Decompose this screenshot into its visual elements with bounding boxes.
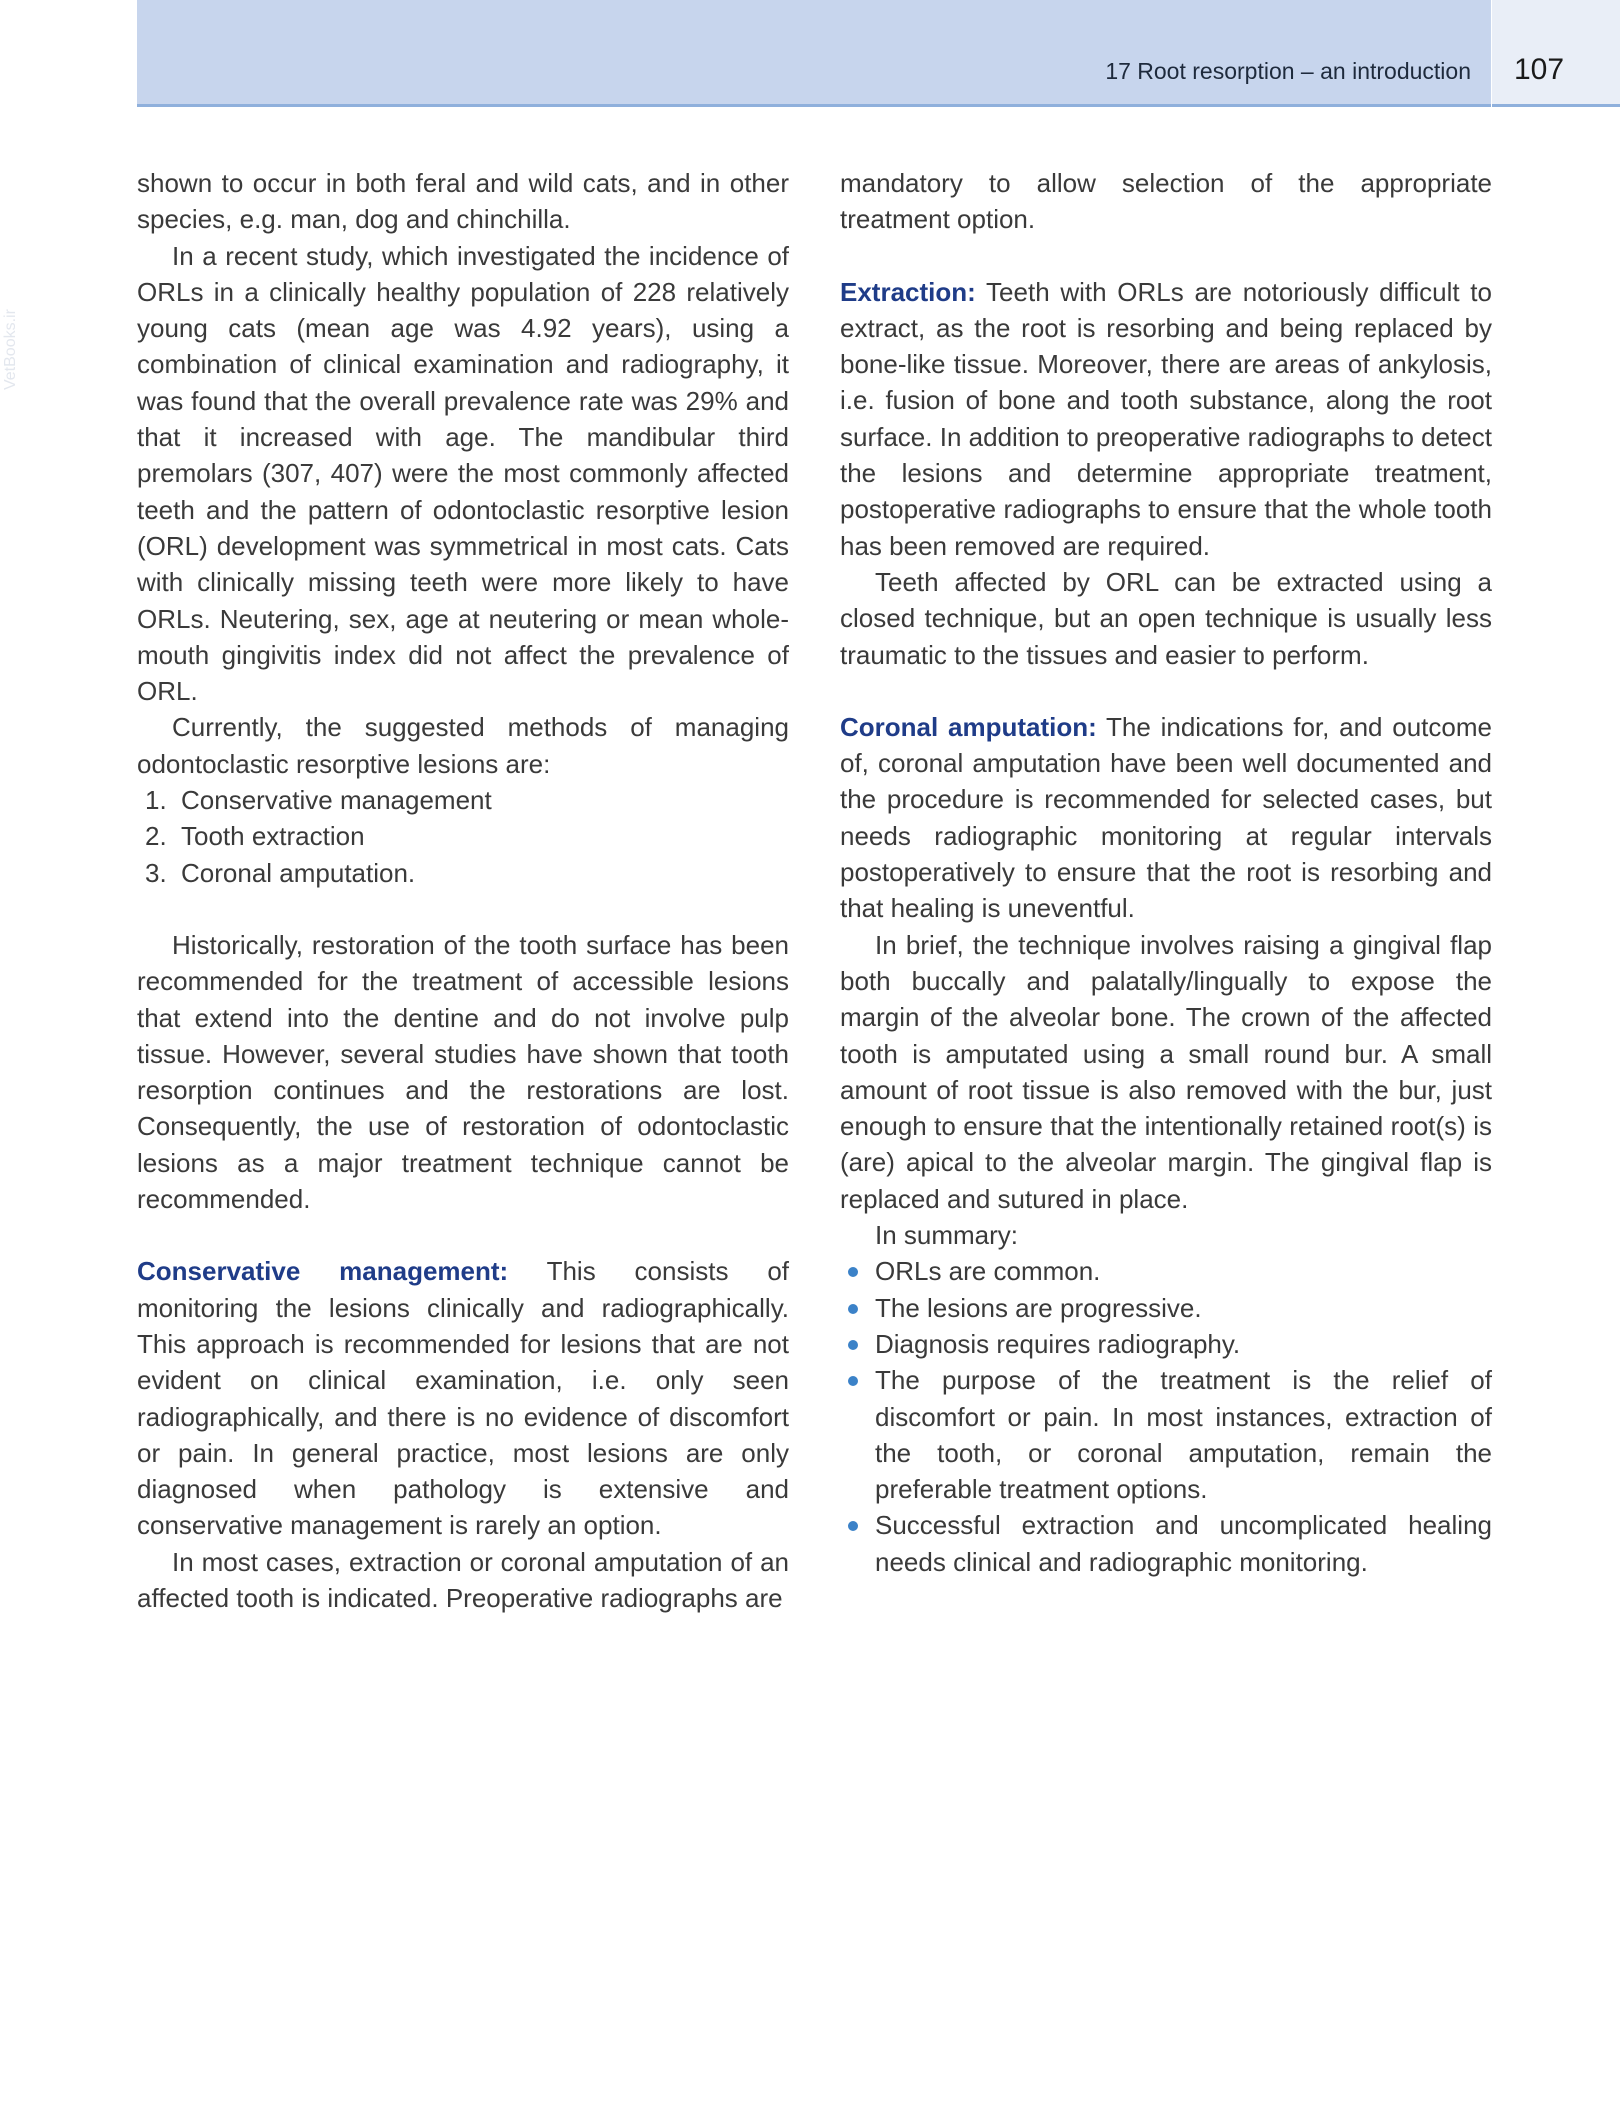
chapter-title: 17 Root resorption – an introduction bbox=[1105, 58, 1471, 84]
bullet-icon bbox=[848, 1376, 858, 1386]
right-column bbox=[840, 165, 1492, 1580]
section-text: Teeth with ORLs are notoriously difficult to extract, as the root is resorbing and being replaced by bone-like tissue. Moreover, there are areas of ankylosis, i.e. fusion of bone and tooth substance, along the root surface. In addition to preoperative radiographs to detect the lesions and determine appropriate treatment, postoperative radiographs to ensure that the whole tooth has been removed are required. bbox=[840, 276, 1492, 561]
list-item-text: The lesions are progressive. bbox=[875, 1292, 1202, 1323]
list-item-text: Diagnosis requires radiography. bbox=[875, 1328, 1241, 1359]
watermark: VetBooks.ir bbox=[2, 309, 19, 390]
list-item-text: Successful extraction and uncomplicated healing needs clinical and radiographic monitoring. bbox=[875, 1510, 1492, 1577]
bullet-icon bbox=[848, 1521, 858, 1531]
spacer bbox=[137, 1217, 789, 1253]
list-item bbox=[840, 1253, 1492, 1289]
page-number: 107 bbox=[1514, 53, 1565, 86]
paragraph: Historically, restoration of the tooth surface has been recommended for the treatment of accessible lesions that extend into the dentine and do not involve pulp tissue. However, several studies have shown that tooth resorption continues and the restorations are lost. Consequently, the use of restoration of odontoclastic lesions as a major treatment technique cannot be recommended. bbox=[137, 929, 789, 1215]
spacer bbox=[840, 238, 1492, 274]
paragraph bbox=[137, 1253, 789, 1543]
paragraph: mandatory to allow selection of the appropriate treatment option. bbox=[840, 168, 1492, 235]
page-number-box bbox=[1492, 0, 1620, 107]
methods-list bbox=[137, 782, 789, 891]
paragraph bbox=[840, 274, 1492, 564]
running-header bbox=[137, 0, 1491, 107]
paragraph: Teeth affected by ORL can be extracted using a closed technique, but an open technique is usually less traumatic to the tissues and easier to perform. bbox=[840, 566, 1492, 670]
paragraph: shown to occur in both feral and wild cats, and in other species, e.g. man, dog and chinchilla. bbox=[137, 168, 789, 235]
list-item bbox=[137, 855, 789, 891]
list-item bbox=[840, 1362, 1492, 1507]
paragraph: In a recent study, which investigated the incidence of ORLs in a clinically healthy population of 228 relatively young cats (mean age was 4.92 years), using a combination of clinical examination and radiography, it was found that the overall prevalence rate was 29% and that it increased with age. The mandibular third premolars (307, 407) were the most commonly affected teeth and the pattern of odontoclastic resorptive lesion (ORL) development was symmetrical in most cats. Cats with clinically missing teeth were more likely to have ORLs. Neutering, sex, age at neutering or mean whole-mouth gingivitis index did not affect the prevalence of ORL. bbox=[137, 240, 789, 707]
paragraph: In most cases, extraction or coronal amputation of an affected tooth is indicated. Preoperative radiographs are bbox=[137, 1546, 789, 1613]
list-number: 3. bbox=[145, 857, 167, 888]
section-text: This consists of monitoring the lesions clinically and radiographically. This approach is recommended for lesions that are not evident on clinical examination, i.e. only seen radiographically, and there is no evidence of discomfort or pain. In general practice, most lesions are only diagnosed when pathology is extensive and conservative management is rarely an option. bbox=[137, 1256, 789, 1541]
list-item-text: Coronal amputation. bbox=[181, 857, 416, 888]
bullet-icon bbox=[848, 1267, 858, 1277]
list-item bbox=[840, 1507, 1492, 1580]
spacer bbox=[840, 673, 1492, 709]
paragraph: In brief, the technique involves raising a gingival flap both buccally and palatally/lingually to expose the margin of the alveolar bone. The crown of the affected tooth is amputated using a small round bur. A small amount of root tissue is also removed with the bur, just enough to ensure that the intentionally retained root(s) is (are) apical to the alveolar margin. The gingival flap is replaced and sutured in place. bbox=[840, 929, 1492, 1214]
section-heading: Coronal amputation: bbox=[840, 711, 1097, 742]
list-number: 2. bbox=[145, 821, 167, 852]
list-item-text: ORLs are common. bbox=[875, 1256, 1101, 1287]
list-number: 1. bbox=[145, 785, 167, 816]
section-text: The indications for, and outcome of, coronal amputation have been well documented and the procedure is recommended for selected cases, but needs radiographic monitoring at regular intervals postoperatively to ensure that the root is resorbing and that healing is uneventful. bbox=[840, 711, 1492, 924]
paragraph: Currently, the suggested methods of managing odontoclastic resorptive lesions are: bbox=[137, 712, 789, 779]
list-item bbox=[840, 1290, 1492, 1326]
list-item bbox=[840, 1326, 1492, 1362]
list-item-text: Tooth extraction bbox=[181, 821, 365, 852]
spacer bbox=[137, 891, 789, 927]
paragraph: In summary: bbox=[875, 1220, 1019, 1251]
bullet-icon bbox=[848, 1340, 858, 1350]
summary-list bbox=[840, 1253, 1492, 1580]
list-item bbox=[137, 818, 789, 854]
list-item bbox=[137, 782, 789, 818]
section-heading: Conservative management: bbox=[137, 1256, 509, 1287]
list-item-text: Conservative management bbox=[181, 785, 492, 816]
paragraph bbox=[840, 709, 1492, 927]
list-item-text: The purpose of the treatment is the relief of discomfort or pain. In most instances, extraction of the tooth, or coronal amputation, remain the preferable treatment options. bbox=[875, 1365, 1492, 1505]
bullet-icon bbox=[848, 1304, 858, 1314]
left-column bbox=[137, 165, 789, 1616]
section-heading: Extraction: bbox=[840, 276, 976, 307]
